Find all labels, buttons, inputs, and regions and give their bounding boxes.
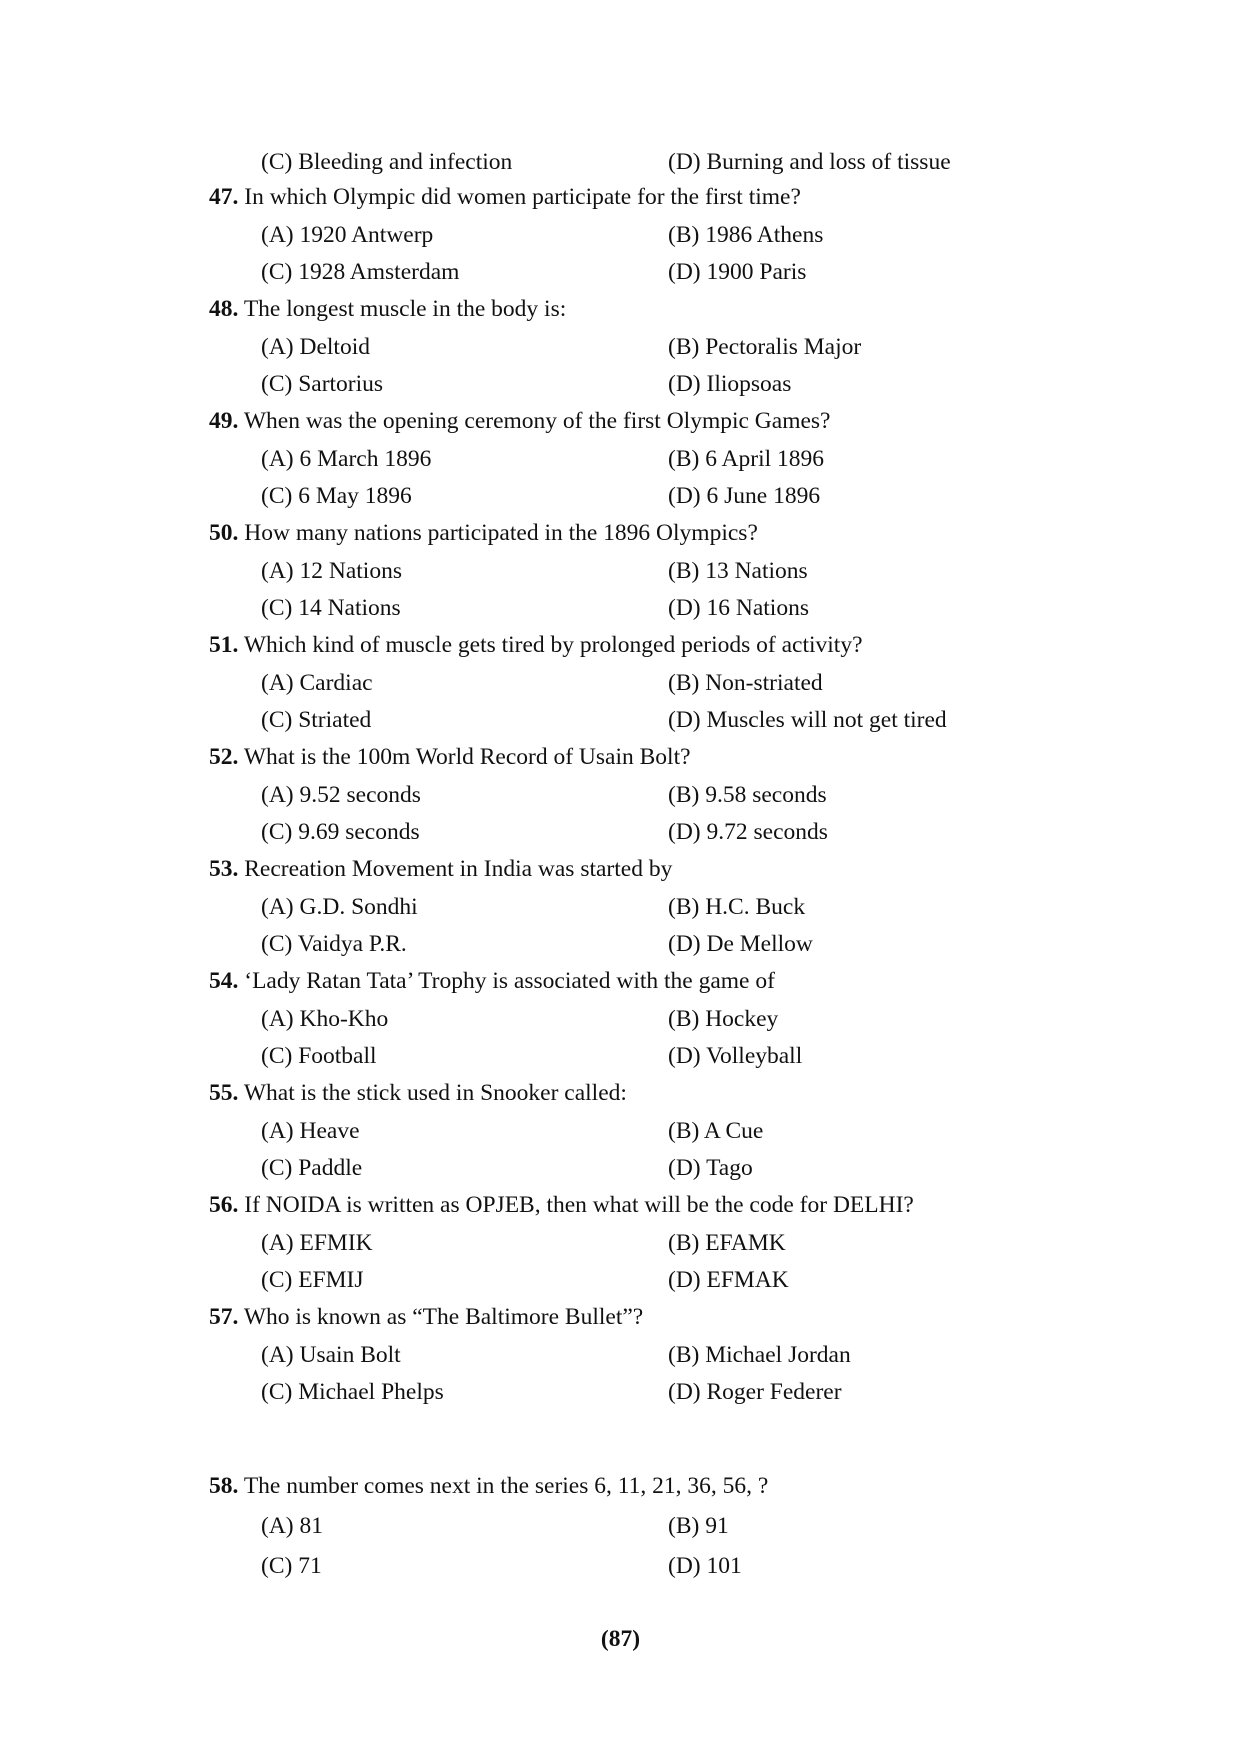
question-number: 49. [209, 408, 239, 434]
question-number: 55. [209, 1080, 239, 1106]
option-d: (D) 6 June 1896 [668, 483, 821, 509]
question-number: 52. [209, 744, 239, 770]
question [209, 1078, 627, 1108]
option-b: (B) 13 Nations [668, 558, 808, 584]
option-a: (A) 9.52 seconds [261, 782, 421, 808]
option-a: (A) 1920 Antwerp [261, 222, 434, 248]
option-a: (A) Kho-Kho [261, 1006, 389, 1032]
question-text: What is the stick used in Snooker called: [243, 1080, 627, 1106]
option-d: (D) Roger Federer [668, 1379, 842, 1405]
question-number: 57. [209, 1304, 239, 1330]
option-c: (C) Paddle [261, 1155, 363, 1181]
option-d: (D) Tago [668, 1155, 753, 1181]
question-text: Recreation Movement in India was started by [244, 856, 673, 882]
option-c: (C) 1928 Amsterdam [261, 259, 460, 285]
option-b: (B) A Cue [668, 1118, 764, 1144]
option-b: (B) Hockey [668, 1006, 779, 1032]
question [209, 294, 566, 324]
question-text: The longest muscle in the body is: [243, 296, 567, 322]
option-b: (B) 1986 Athens [668, 222, 824, 248]
option-c: (C) 71 [261, 1553, 322, 1579]
question-text: Who is known as “The Baltimore Bullet”? [243, 1304, 644, 1330]
question [209, 854, 672, 884]
question [209, 1302, 643, 1332]
option-c: (C) Michael Phelps [261, 1379, 444, 1405]
question-text: How many nations participated in the 1896 Olympics? [244, 520, 758, 546]
question-text: When was the opening ceremony of the first Olympic Games? [243, 408, 831, 434]
question [209, 966, 775, 996]
question [209, 406, 831, 436]
question-number: 48. [209, 296, 239, 322]
option-b: (B) 91 [668, 1513, 729, 1539]
option-a: (A) Cardiac [261, 670, 373, 696]
option-c: (C) Bleeding and infection [261, 149, 513, 175]
option-a: (A) EFMIK [261, 1230, 373, 1256]
question-number: 50. [209, 520, 239, 546]
question-text: In which Olympic did women participate for the first time? [244, 184, 801, 210]
option-b: (B) Pectoralis Major [668, 334, 862, 360]
option-d: (D) 1900 Paris [668, 259, 807, 285]
question-number: 47. [209, 184, 239, 210]
option-a: (A) G.D. Sondhi [261, 894, 418, 920]
option-c: (C) Sartorius [261, 371, 384, 397]
option-d: (D) 101 [668, 1553, 742, 1579]
option-c: (C) 9.69 seconds [261, 819, 420, 845]
question [209, 1471, 768, 1501]
option-a: (A) 81 [261, 1513, 323, 1539]
option-d: (D) Burning and loss of tissue [668, 149, 951, 175]
option-b: (B) Michael Jordan [668, 1342, 851, 1368]
option-b: (B) H.C. Buck [668, 894, 806, 920]
option-c: (C) 14 Nations [261, 595, 401, 621]
option-d: (D) Volleyball [668, 1043, 803, 1069]
question [209, 630, 863, 660]
option-c: (C) Football [261, 1043, 377, 1069]
option-d: (D) Muscles will not get tired [668, 707, 947, 733]
option-c: (C) EFMIJ [261, 1267, 364, 1293]
option-b: (B) Non-striated [668, 670, 823, 696]
option-d: (D) 9.72 seconds [668, 819, 828, 845]
option-d: (D) Iliopsoas [668, 371, 792, 397]
question [209, 182, 801, 212]
option-c: (C) Striated [261, 707, 372, 733]
option-d: (D) 16 Nations [668, 595, 809, 621]
question-text: What is the 100m World Record of Usain Bolt? [243, 744, 691, 770]
question-text: If NOIDA is written as OPJEB, then what will be the code for DELHI? [244, 1192, 914, 1218]
option-a: (A) Heave [261, 1118, 360, 1144]
option-c: (C) 6 May 1896 [261, 483, 412, 509]
option-a: (A) Deltoid [261, 334, 370, 360]
question [209, 742, 691, 772]
question-text: Which kind of muscle gets tired by prolonged periods of activity? [243, 632, 863, 658]
question-text: The number comes next in the series 6, 11, 21, 36, 56, ? [243, 1473, 769, 1499]
option-d: (D) EFMAK [668, 1267, 789, 1293]
option-a: (A) 12 Nations [261, 558, 402, 584]
question [209, 518, 758, 548]
option-a: (A) Usain Bolt [261, 1342, 401, 1368]
question-number: 56. [209, 1192, 239, 1218]
question-number: 54. [209, 968, 239, 994]
option-b: (B) 6 April 1896 [668, 446, 825, 472]
page-number: (87) [600, 1626, 641, 1652]
option-d: (D) De Mellow [668, 931, 813, 957]
question [209, 1190, 914, 1220]
option-a: (A) 6 March 1896 [261, 446, 432, 472]
question-number: 51. [209, 632, 239, 658]
question-number: 58. [209, 1473, 239, 1499]
option-c: (C) Vaidya P.R. [261, 931, 407, 957]
question-text: ‘Lady Ratan Tata’ Trophy is associated with the game of [244, 968, 775, 994]
option-b: (B) EFAMK [668, 1230, 786, 1256]
option-b: (B) 9.58 seconds [668, 782, 827, 808]
question-number: 53. [209, 856, 239, 882]
